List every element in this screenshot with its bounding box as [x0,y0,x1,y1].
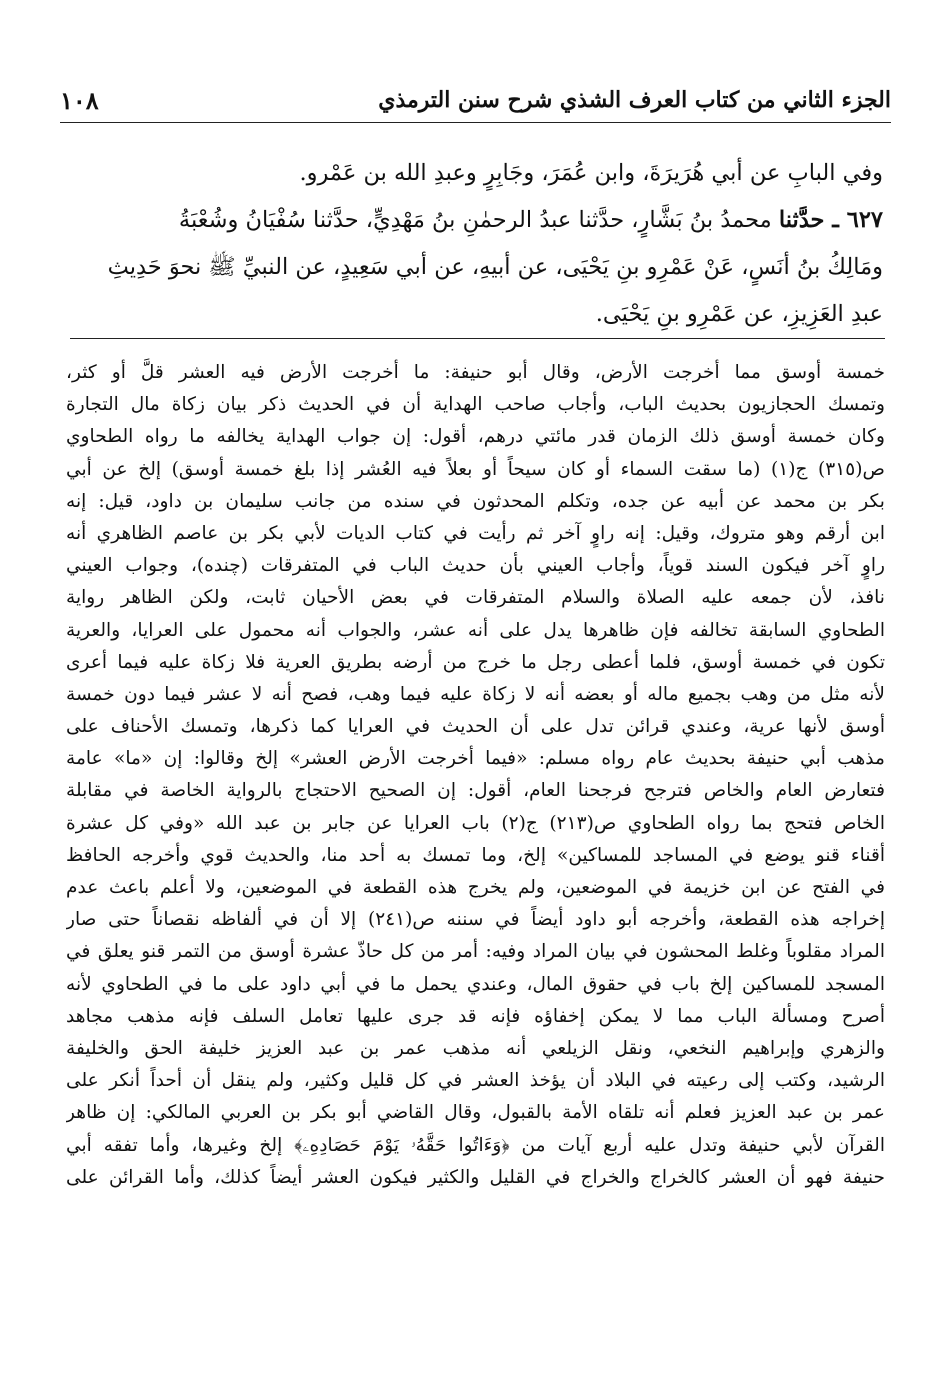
commentary-line: لأنه مثل من وهب بجميع ماله أو بعضه أنه لا زكاة عليه فيما وهب، فصح أنه لا عشر فيما دون خمسة [66,683,885,705]
commentary-line: وتمسك الحجازيون بحديث الباب، وأجاب صاحب الهداية أن في الحديث ذكر بيان زكاة مال التجارة [66,394,885,416]
commentary-line: ص(٣١٥) ج(١) (ما سقت السماء أو كان سيحاً أو بعلاً فيه العُشر إذا بلغ خمسة أوسق) إلخ عن أبي [66,458,885,480]
page-header [60,78,891,123]
commentary-line: الخاص فتحج بما رواه الطحاوي ص(٢١٣) ج(٢) باب العرايا عن جابر بن عبد الله «وفي كل عشرة [66,812,885,834]
hadith-line [70,197,883,244]
commentary-line: القرآن لأبي حنيفة وتدل عليه أربع آيات من ﴿وَءَاتُوا حَقَّهُۥ يَوْمَ حَصَادِهِۦ﴾ إلخ وغيرها، وأما تفقه أبي [66,1134,885,1156]
hadith-number: ٦٢٧ ـ حدَّثنا [778,207,883,233]
commentary-line: عمر بن عبد العزيز فعلم أنه تلقاه الأمة بالقبول، وقال القاضي أبو بكر بن العربي المالكي: إن ظاهر [66,1102,885,1124]
commentary-line: أوسق لأنها عرية، وعندي قرائن تدل على أن الحديث في العرايا كما ذكرها، وتمسك الأحناف على [66,716,885,738]
running-title: الجزء الثاني من كتاب العرف الشذي شرح سنن الترمذي [378,87,891,113]
commentary-line: حنيفة فهو أن العشر كالخراج والخراج في القليل والكثير فيكون العشر أيضاً كذلك، وأما القرائن على [66,1166,885,1188]
commentary-text [66,357,885,1194]
commentary-line: إخراجه هذه القطعة، وأخرجه أبو داود أيضاً في سننه ص(٢٤١) إلا أن في ألفاظه نقصاناً حتى صار [66,909,885,931]
commentary-line: مذهب أبي حنيفة بحديث عام رواه مسلم: «فيما أخرجت الأرض العشر» إلخ وقالوا: إن «ما» عامة [66,748,885,770]
commentary-line: راوٍ آخر فيكون السند قوياً، وأجاب العيني بأن حديث الباب في المتفرقات (چنده)، وجواب العيني [66,555,885,577]
commentary-line: ابن أرقم وهو متروك، وقيل: إنه راوٍ آخر ثم رأيت في كتاب الديات لأبي بكر بن عاصم الظاهري أنه [66,522,885,544]
hadith-line-text: محمدُ بنُ بَشَّارٍ، حدَّثنا عبدُ الرحمٰنِ بنُ مَهْدِيٍّ، حدَّثنا سُفْيَانُ وشُعْبَةُ [178,207,779,233]
commentary-line: أقناء قنو يوضع في المساجد للمساكين» إلخ، وما تمسك به أحد منا، والحديث قوي وأخرجه الحافظ [66,844,885,866]
commentary-line: في الفتح عن ابن خزيمة في الموضعين، ولم يخرج هذه القطعة في الموضعين، ولا أعلم باعث عدم [66,877,885,898]
commentary-line: المسجد للمساكين إلخ باب في حقوق المال، وعندي يحمل ما في أبي داود على ما في الطحاوي لأنه [66,973,885,995]
hadith-line: ومَالِكُ بنُ أنَسٍ، عَنْ عَمْرِو بنِ يَحْيَى، عن أبيهِ، عن أبي سَعِيدٍ، عن النبيِّ ﷺ نحوَ حَدِيثِ [107,254,883,280]
commentary-line: الطحاوي السابقة تخالفه فإن ظاهرها يدل على أنه عشر، والجواب أنه محمول على العرايا، والعرية [66,619,885,641]
commentary-line: المراد مقلوباً وغلط المحشون في بيان المراد وفيه: أمر من كل حاذّ عشرة أوسق من التمر قنو يعلق في [66,941,885,963]
hadith-line: وفي البابِ عن أبي هُرَيرَةَ، وابن عُمَرَ، وجَابِرٍ وعبدِ الله بن عَمْرو. [299,160,883,186]
page-number: ١٠٨ [60,85,99,115]
commentary-line: وكان خمسة أوسق ذلك الزمان قدر مائتي درهم، أقول: إن جواب الهداية يخالفه ما رواه الطحاوي [66,426,885,448]
commentary-line: نافذ، لأن جمعه عليه الصلاة والسلام المتفرقات في بعض الأحيان ثابت، ولكن الظاهر رواية [66,587,885,609]
hadith-line: عبدِ العَزِيزِ، عن عَمْرِو بنِ يَحْيَى. [595,301,883,327]
commentary-line: والزهري وإبراهيم النخعي، ونقل الزيلعي أنه مذهب عمر بن عبد العزيز خليفة الحق والخليفة [66,1037,885,1059]
hadith-text [70,150,883,338]
commentary-line: أصرح ومسألة الباب مما لا يمكن إخفاؤه فإنه قد جرى عليها تعامل السلف فإنه مذهب مجاهد [66,1005,885,1027]
commentary-line: خمسة أوسق مما أخرجت الأرض، وقال أبو حنيفة: ما أخرجت الأرض فيه العشر قلَّ أو كثر، [66,362,885,383]
commentary-line: الرشيد، وكتب إلى رعيته في البلاد أن يؤخذ العشر في كل قليل وكثير، ولم ينقل أن أحداً أنكر على [66,1070,885,1092]
commentary-line: تكون في خمسة أوسق، فلما أعطى رجل ما خرج من أرضه بطريق العرية فلا زكاة عليه فيما أعرى [66,651,885,673]
commentary-line: فتعارض العام والخاص فترجح فرجحنا العام، أقول: إن الصحيح الاحتجاج بالرواية الخاصة في مقابلة [66,780,885,802]
footnote-divider [70,338,885,339]
commentary-line: بكر بن محمد عن أبيه عن جده، وتكلم المحدثون في سنده من جانب سليمان بن داود، قيل: إنه [66,490,885,512]
